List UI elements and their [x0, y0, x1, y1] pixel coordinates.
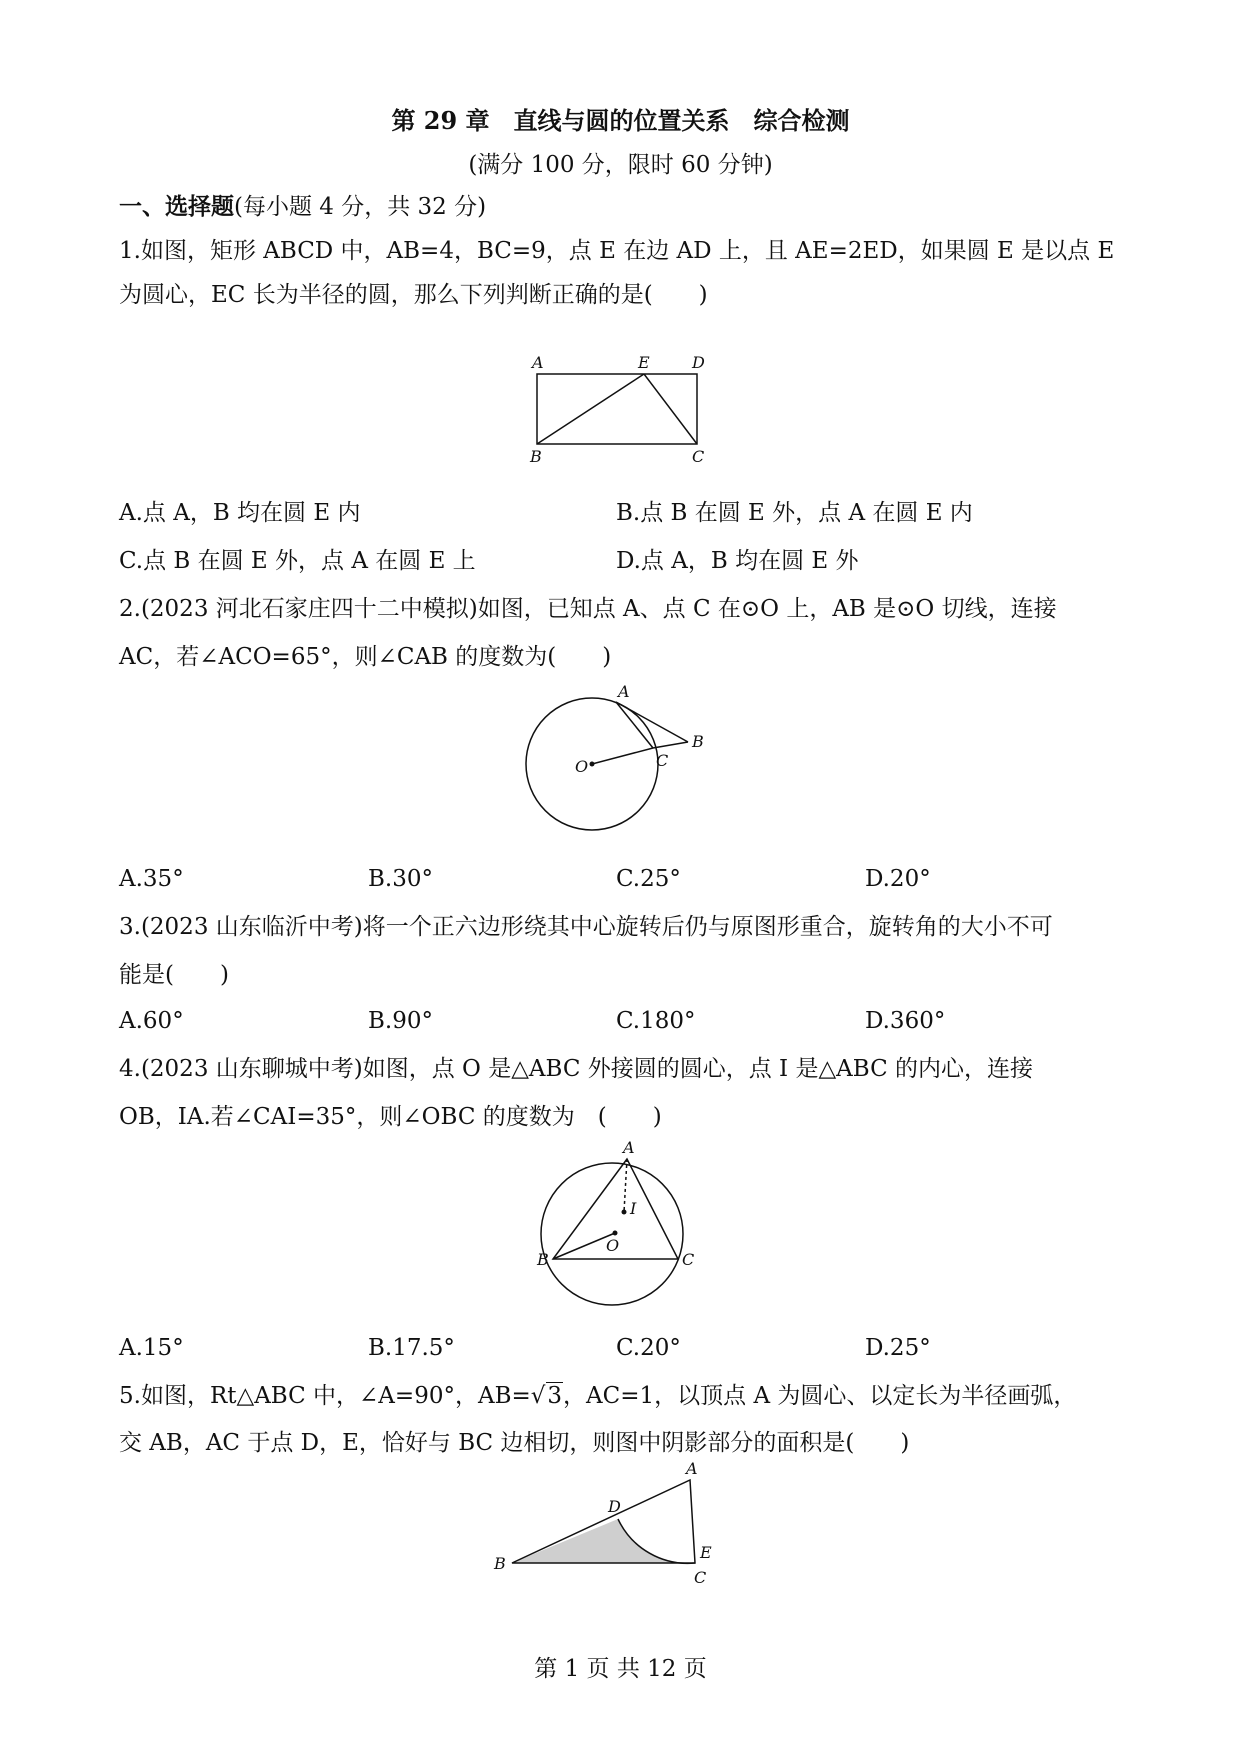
label-d: D [692, 353, 705, 372]
label-o: O [575, 757, 589, 776]
label-e: E [638, 353, 650, 372]
label-c: C [692, 447, 705, 466]
label-c: C [694, 1568, 707, 1587]
shaded-region [512, 1519, 695, 1563]
segment-ai [624, 1159, 627, 1212]
sqrt-expression: √3 [530, 1383, 563, 1409]
segment-ac [616, 702, 653, 748]
label-d: D [608, 1497, 621, 1516]
rectangle-abcd [537, 374, 697, 444]
section-title: 一、选择题 [119, 193, 234, 220]
q5-line2: 交 AB，AC 于点 D，E，恰好与 BC 边相切，则图中阴影部分的面积是( ) [119, 1430, 910, 1456]
q3-option-c[interactable]: C.180° [616, 1008, 696, 1034]
segment-ob [592, 748, 653, 764]
segment-cb [653, 742, 688, 748]
section-note: (每小题 4 分，共 32 分) [234, 194, 487, 220]
page-title: 第 29 章 直线与圆的位置关系 综合检测 [391, 106, 850, 135]
q4-option-d[interactable]: D.25° [865, 1335, 931, 1361]
sqrt-radicand: 3 [547, 1383, 563, 1409]
segment-ec [644, 374, 697, 444]
q3-option-d[interactable]: D.360° [865, 1008, 946, 1034]
q5-line1-text-start: 5.如图，Rt△ABC 中，∠A=90°，AB= [119, 1383, 531, 1409]
q4-line1: 4.(2023 山东聊城中考)如图，点 O 是△ABC 外接圆的圆心，点 I 是△ABC 的内心，连接 [119, 1056, 1033, 1082]
q2-option-d[interactable]: D.20° [865, 866, 931, 892]
center-point-o [590, 762, 595, 767]
label-e: E [700, 1543, 712, 1562]
q5-figure [490, 1459, 750, 1592]
q3-option-b[interactable]: B.90° [368, 1008, 433, 1034]
q1-option-c[interactable]: C.点 B 在圆 E 外，点 A 在圆 E 上 [119, 548, 476, 574]
q4-line2: OB，IA.若∠CAI=35°，则∠OBC 的度数为 ( ) [119, 1104, 662, 1130]
section-heading [119, 192, 486, 222]
q4-option-c[interactable]: C.20° [616, 1335, 681, 1361]
label-a: A [618, 682, 630, 701]
q1-figure [520, 350, 720, 465]
label-b: B [537, 1250, 549, 1269]
incenter-point-i [622, 1210, 627, 1215]
label-b: B [494, 1554, 506, 1573]
label-b: B [692, 732, 704, 751]
q1-line1: 1.如图，矩形 ABCD 中，AB=4，BC=9，点 E 在边 AD 上，且 AE=2ED，如果圆 E 是以点 E [119, 238, 1115, 264]
page-subtitle: (满分 100 分，限时 60 分钟) [468, 152, 773, 178]
q5-line1-text-end: ，AC=1，以顶点 A 为圆心、以定长为半径画弧， [563, 1383, 1077, 1409]
q3-option-a[interactable]: A.60° [119, 1008, 184, 1034]
q1-option-a[interactable]: A.点 A，B 均在圆 E 内 [119, 500, 361, 526]
q2-option-b[interactable]: B.30° [368, 866, 433, 892]
q2-line2: AC，若∠ACO=65°，则∠CAB 的度数为( ) [119, 644, 612, 670]
q4-option-b[interactable]: B.17.5° [368, 1335, 455, 1361]
q4-figure [530, 1140, 710, 1310]
label-a: A [532, 353, 544, 372]
q3-line1: 3.(2023 山东临沂中考)将一个正六边形绕其中心旋转后仍与原图形重合，旋转角的大小不可 [119, 914, 1053, 940]
q3-line2: 能是( ) [119, 962, 229, 988]
q4-option-a[interactable]: A.15° [119, 1335, 184, 1361]
q2-line1: 2.(2023 河北石家庄四十二中模拟)如图，已知点 A、点 C 在⊙O 上，AB 是⊙O 切线，连接 [119, 596, 1057, 622]
label-a: A [623, 1138, 635, 1157]
label-a: A [686, 1459, 698, 1478]
q1-option-b[interactable]: B.点 B 在圆 E 外，点 A 在圆 E 内 [616, 500, 973, 526]
circumcenter-point-o [613, 1231, 618, 1236]
page-number: 第 1 页 共 12 页 [534, 1656, 707, 1682]
label-c: C [656, 751, 669, 770]
q2-option-a[interactable]: A.35° [119, 866, 184, 892]
label-b: B [530, 447, 542, 466]
q2-figure [520, 682, 720, 835]
q1-option-d[interactable]: D.点 A，B 均在圆 E 外 [616, 548, 859, 574]
label-i: I [630, 1199, 637, 1218]
q2-option-c[interactable]: C.25° [616, 866, 681, 892]
q5-line1 [119, 1381, 1076, 1411]
q1-line2: 为圆心，EC 长为半径的圆，那么下列判断正确的是( ) [119, 282, 708, 308]
label-o: O [606, 1236, 620, 1255]
label-c: C [682, 1250, 695, 1269]
segment-be [537, 374, 644, 444]
